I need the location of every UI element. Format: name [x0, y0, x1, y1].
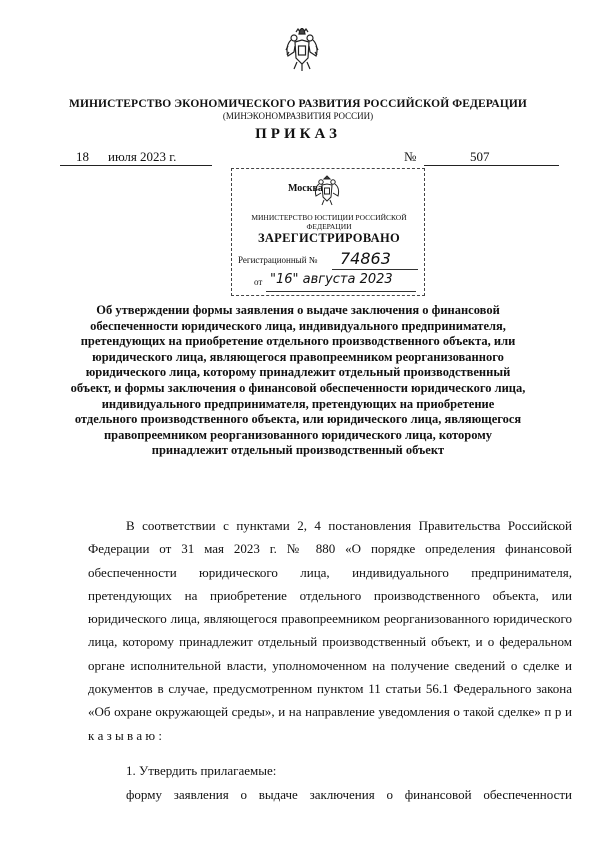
ministry-short-name: (МИНЭКОНОМРАЗВИТИЯ РОССИИ)	[222, 111, 374, 121]
preamble-paragraph: В соответствии с пунктами 2, 4 постановления Правительства Российской Федерации от 31 мая 2023 г. № 880 «О порядке определения финансовой обеспеченности юридического лица, индивидуального предпринимателя, претендующих на приобретение отдельного производственного объекта, или юридического лица, являющегося правопреемником реорганизованного юридического лица, которому принадлежит отдельный производственный объект, и о федеральном органе исполнительной власти, уполномоченном на получение сведений о сделке и документов в случае, предусмотренном пунктом 11 статьи 56.1 Федерального закона «Об охране окружающей среды», и на направление уведомления о такой сделке» п р и к а з ы в а ю :	[88, 518, 572, 743]
order-subject: Об утверждении формы заявления о выдаче заключения о финансовой обеспеченности юридического лица, индивидуального предпринимателя, претендующих на приобретение отдельного производственного объекта, или юридического лица, являющегося правопреемником реорганизованного юридического лица, которому принадлежит отдельный производственный объект, и формы заключения о финансовой обеспеченности юридического лица, индивидуального предпринимателя, претендующих на приобретение отдельного производственного объекта, или юридического лица, являющегося правопреемником реорганизованного юридического лица, которому принадлежит отдельный производственный объект	[70, 303, 526, 458]
stamp-reg-underline	[332, 269, 418, 270]
order-number: 507	[470, 149, 490, 164]
stamp-city: Москва	[288, 183, 323, 194]
registration-stamp	[231, 168, 425, 296]
stamp-reg-number: 74863	[340, 249, 391, 268]
stamp-reg-label: Регистрационный №	[238, 255, 318, 265]
double-headed-eagle-emblem-icon	[285, 28, 319, 72]
document-type-heading: ПРИКАЗ	[255, 126, 341, 142]
stamp-from-label: от	[254, 277, 263, 287]
stamp-date-underline	[266, 291, 416, 292]
stamp-ministry: МИНИСТЕРСТВО ЮСТИЦИИ РОССИЙСКОЙ ФЕДЕРАЦИИ	[251, 213, 407, 231]
date-underline	[60, 165, 212, 166]
stamp-from-date: "16" августа 2023	[270, 272, 393, 287]
order-date-month-year: июля 2023 г.	[108, 149, 177, 164]
list-item-text: форму заявления о выдаче заключения о финансовой обеспеченности	[126, 787, 572, 802]
order-number-sign: №	[404, 149, 417, 164]
stamp-status: ЗАРЕГИСТРИРОВАНО	[257, 231, 401, 245]
list-item: 1. Утвердить прилагаемые:	[126, 763, 277, 778]
order-date-day: 18	[76, 149, 89, 164]
number-underline	[424, 165, 559, 166]
ministry-name: МИНИСТЕРСТВО ЭКОНОМИЧЕСКОГО РАЗВИТИЯ РОССИЙСКОЙ ФЕДЕРАЦИИ	[69, 98, 527, 110]
